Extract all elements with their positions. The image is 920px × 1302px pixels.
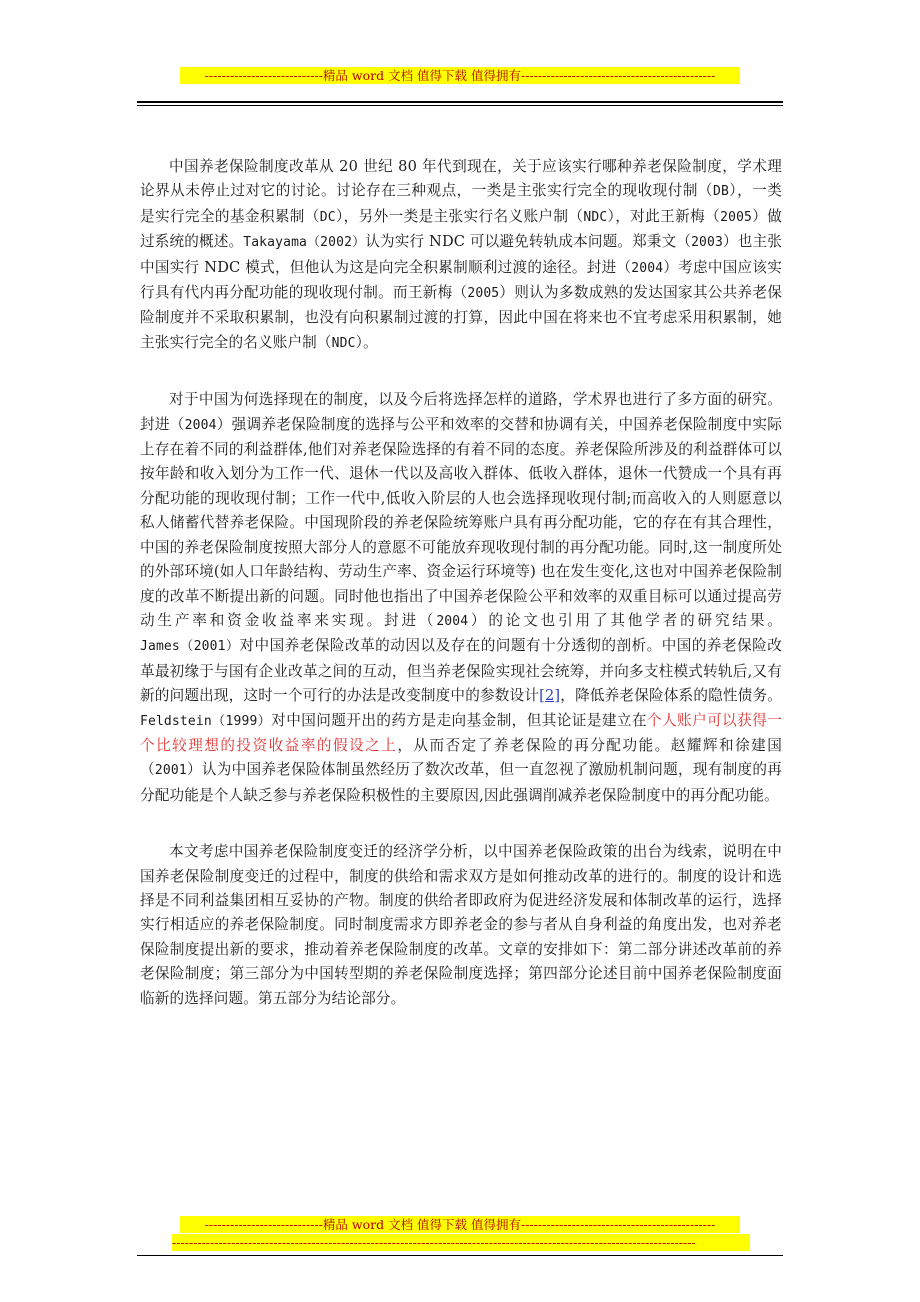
- document-body: [140, 155, 782, 1043]
- footer-banner: ----------------------------精品 word 文档 值得下载 值得拥有----------------------------------------------: [180, 1216, 740, 1233]
- footer-dashes: ----------------------------------------------------------------------------------------------------------------------------: [172, 1234, 750, 1251]
- footer-rule: [137, 1255, 783, 1256]
- paragraph-3: 本文考虑中国养老保险制度变迁的经济学分析，以中国养老保险政策的出台为线索，说明在中国养老保险制度变迁的过程中，制度的供给和需求双方是如何推动改革的进行的。制度的设计和选择是不同利益集团相互妥协的产物。制度的供给者即政府为促进经济发展和体制改革的运行，选择实行相适应的养老保险制度。同时制度需求方即养老金的参与者从自身利益的角度出发，也对养老保险制度提出新的要求，推动着养老保险制度的改革。文章的安排如下：第二部分讲述改革前的养老保险制度；第三部分为中国转型期的养老保险制度选择；第四部分论述目前中国养老保险制度面临新的选择问题。第五部分为结论部分。: [140, 843, 782, 1007]
- header-banner: ----------------------------精品 word 文档 值得下载 值得拥有----------------------------------------------: [180, 67, 740, 84]
- paragraph-1: 中国养老保险制度改革从 20 世纪 80 年代到现在，关于应该实行哪种养老保险制度，学术理论界从未停止过对它的讨论。讨论存在三种观点，一类是主张实行完全的现收现付制（DB），一类是实行完全的基金积累制（DC），另外一类是主张实行名义账户制（NDC），对此王新梅（2005）做过系统的概述。Takayama（2002）认为实行 NDC 可以避免转轨成本问题。郑秉文（2003）也主张中国实行 NDC 模式，但他认为这是向完全积累制顺利过渡的途径。封进（2004）考虑中国应该实行具有代内再分配功能的现收现付制。而王新梅（2005）则认为多数成熟的发达国家其公共养老保险制度并不采取积累制，也没有向积累制过渡的打算，因此中国在将来也不宜考虑采用积累制，她主张实行完全的名义账户制（NDC）。: [140, 158, 782, 351]
- header-rule-thick: [137, 101, 783, 103]
- header-rule-thin: [137, 105, 783, 106]
- paragraph-2: 对于中国为何选择现在的制度，以及今后将选择怎样的道路，学术界也进行了多方面的研究。封进（2004）强调养老保险制度的选择与公平和效率的交替和协调有关，中国养老保险制度中实际上存在着不同的利益群体,他们对养老保险选择的有着不同的态度。养老保险所涉及的利益群体可以按年龄和收入划分为工作一代、退休一代以及高收入群体、低收入群体，退休一代赞成一个具有再分配功能的现收现付制；工作一代中,低收入阶层的人也会选择现收现付制;而高收入的人则愿意以私人储蓄代替养老保险。中国现阶段的养老保险统筹账户具有再分配功能，它的存在有其合理性，中国的养老保险制度按照大部分人的意愿不可能放弃现收现付制的再分配功能。同时,这一制度所处的外部环境(如人口年龄结构、劳动生产率、资金运行环境等) 也在发生变化,这也对中国养老保险制度的改革不断提出新的问题。同时他也指出了中国养老保险公平和效率的双重目标可以通过提高劳动生产率和资金收益率来实现。封进（2004）的论文也引用了其他学者的研究结果。James（2001）对中国养老保险改革的动因以及存在的问题有十分透彻的剖析。中国的养老保险改革最初缘于与国有企业改革之间的互动，但当养老保险实现社会统筹，并向多支柱模式转轨后,又有新的问题出现，这时一个可行的办法是改变制度中的参数设计[2]，降低养老保险体系的隐性债务。Feldstein（1999）对中国问题开出的药方是走向基金制，但其论证是建立在个人账户可以获得一个比较理想的投资收益率的假设之上，从而否定了养老保险的再分配功能。赵耀辉和徐建国（2001）认为中国养老保险体制虽然经历了数次改革，但一直忽视了激励机制问题，现有制度的再分配功能是个人缺乏参与养老保险积极性的主要原因,因此强调削减养老保险制度中的再分配功能。: [140, 391, 783, 804]
- footnote-link[interactable]: [2]: [539, 687, 561, 705]
- highlighted-text: 个人账户可以获得一个比较理想的投资收益率的假设之上: [140, 711, 782, 754]
